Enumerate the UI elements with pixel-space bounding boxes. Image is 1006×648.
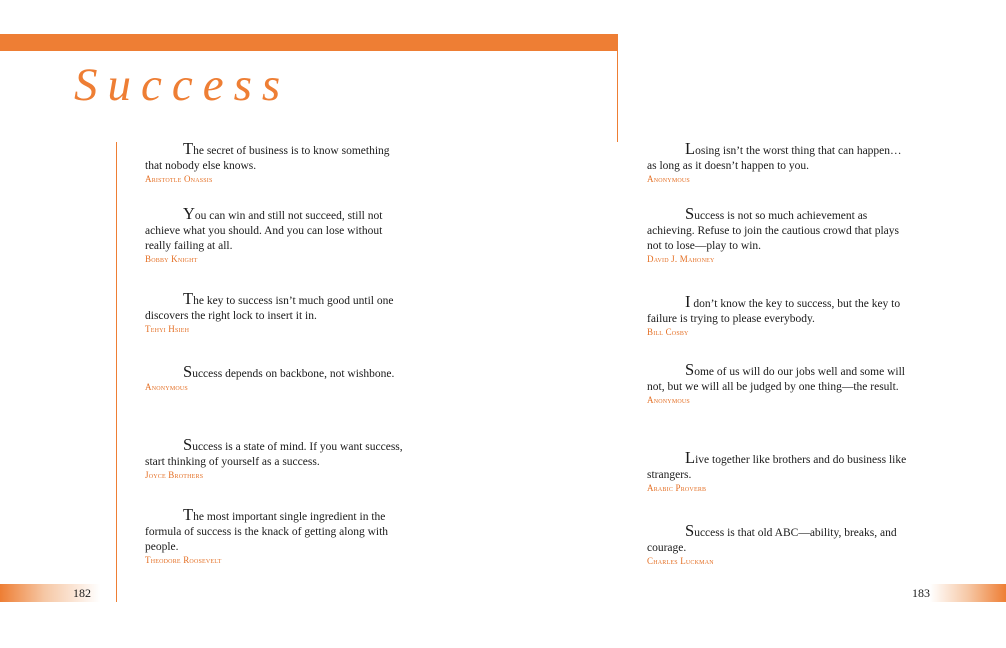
quote-body: don’t know the key to success, but the key to failure is trying to please everybody. (647, 298, 901, 325)
drop-initial: S (183, 362, 193, 381)
page-title: Success (74, 59, 291, 111)
quote-block (145, 435, 405, 481)
quote-block (647, 360, 907, 406)
drop-initial: I (685, 292, 691, 311)
drop-initial: T (183, 505, 194, 524)
quote-body: uccess is a state of mind. If you want success, start thinking of yourself as a success. (145, 441, 403, 468)
quote-body: he most important single ingredient in the formula of success is the knack of getting along with people. (145, 511, 389, 553)
quote-text (647, 139, 907, 174)
quote-text (647, 360, 907, 395)
quote-author: Aristotle Onassis (145, 174, 213, 184)
quote-author: Anonymous (647, 395, 690, 405)
quote-body: uccess is that old ABC—ability, breaks, and courage. (647, 527, 897, 554)
quote-text (145, 204, 405, 254)
quote-block (145, 204, 405, 265)
drop-initial: Y (183, 204, 195, 223)
footer-accent-right (930, 584, 1006, 602)
quote-body: uccess depends on backbone, not wishbone. (192, 368, 395, 380)
page-number-left: 182 (73, 586, 91, 600)
quote-block (647, 292, 907, 338)
quote-body: osing isn’t the worst thing that can happen… as long as it doesn’t happen to you. (647, 145, 902, 172)
drop-initial: S (685, 360, 695, 379)
quote-body: he key to success isn’t much good until one discovers the right lock to insert it in. (145, 295, 394, 322)
left-vertical-rule (116, 142, 117, 602)
quote-author: Tehyi Hsieh (145, 324, 190, 334)
quote-author: Anonymous (145, 382, 188, 392)
drop-initial: L (685, 139, 696, 158)
quote-text (647, 292, 907, 327)
quote-body: ou can win and still not succeed, still not achieve what you should. And you can lose without really failing at all. (145, 210, 383, 252)
quote-text (647, 204, 907, 254)
quote-author: Charles Luckman (647, 556, 714, 566)
quote-block (145, 362, 405, 393)
quote-text (145, 362, 405, 382)
quote-block (647, 521, 907, 567)
quote-body: ome of us will do our jobs well and some will not, but we will all be judged by one thing—the result. (647, 366, 906, 393)
quote-body: uccess is not so much achievement as achieving. Refuse to join the cautious crowd that plays not to lose—play to win. (647, 210, 899, 252)
drop-initial: S (183, 435, 193, 454)
quote-author: Joyce Brothers (145, 470, 204, 480)
quote-block (145, 505, 405, 566)
quote-text (647, 448, 907, 483)
drop-initial: L (685, 448, 696, 467)
quote-author: Anonymous (647, 174, 690, 184)
drop-initial: T (183, 139, 194, 158)
quote-author: Bobby Knight (145, 254, 198, 264)
quote-author: Arabic Proverb (647, 483, 707, 493)
drop-initial: S (685, 204, 695, 223)
quote-body: ive together like brothers and do business like strangers. (647, 454, 907, 481)
drop-initial: S (685, 521, 695, 540)
quote-text (647, 521, 907, 556)
page-number-right: 183 (912, 586, 930, 600)
quote-text (145, 435, 405, 470)
quote-block (647, 204, 907, 265)
quote-body: he secret of business is to know something that nobody else knows. (145, 145, 390, 172)
quote-block (647, 139, 907, 185)
top-accent-bar (0, 34, 617, 51)
quote-block (145, 289, 405, 335)
quote-author: David J. Mahoney (647, 254, 715, 264)
quote-block (647, 448, 907, 494)
quote-author: Theodore Roosevelt (145, 555, 222, 565)
drop-initial: T (183, 289, 194, 308)
quote-block (145, 139, 405, 185)
quote-text (145, 139, 405, 174)
quote-text (145, 289, 405, 324)
quote-author: Bill Cosby (647, 327, 689, 337)
quote-text (145, 505, 405, 555)
top-vertical-rule (617, 34, 618, 142)
